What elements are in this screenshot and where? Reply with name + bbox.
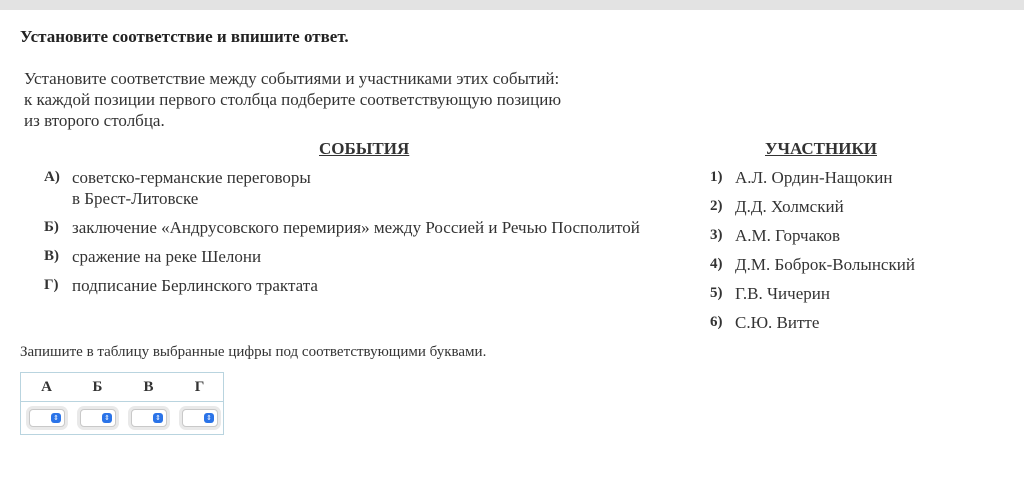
answer-select-b[interactable] xyxy=(80,409,116,427)
events-header: СОБЫТИЯ xyxy=(319,139,410,158)
event-text-line: в Брест-Литовске xyxy=(72,189,199,208)
participant-key: 2) xyxy=(710,198,723,214)
participant-key: 5) xyxy=(710,285,723,301)
participant-key: 6) xyxy=(710,314,723,330)
participant-text: Д.Д. Холмский xyxy=(735,197,844,216)
event-key: А) xyxy=(44,169,60,185)
participant-key: 3) xyxy=(710,227,723,243)
task-title: Установите соответствие и впишите ответ. xyxy=(20,27,349,46)
task-instruction xyxy=(24,68,624,131)
event-text xyxy=(72,167,311,209)
instruction-line: к каждой позиции первого столбца подберите соответствующую позицию xyxy=(24,90,562,109)
chevron-up-down-icon: ⇕ xyxy=(204,413,214,423)
chevron-up-down-icon: ⇕ xyxy=(102,413,112,423)
instruction-line: Установите соответствие между событиями и участниками этих событий: xyxy=(24,69,560,88)
participant-text: А.М. Горчаков xyxy=(735,226,841,245)
participant-text: Г.В. Чичерин xyxy=(735,284,830,303)
answer-select-v[interactable] xyxy=(131,409,167,427)
answer-select-a[interactable] xyxy=(29,409,65,427)
chevron-up-down-icon: ⇕ xyxy=(153,413,163,423)
column-header-g: Г xyxy=(194,379,205,395)
participant-text: Д.М. Боброк-Волынский xyxy=(735,255,915,274)
column-header-v: В xyxy=(143,379,154,395)
column-header-a: А xyxy=(41,379,52,395)
answer-table xyxy=(20,372,224,435)
answer-note: Запишите в таблицу выбранные цифры под соответствующими буквами. xyxy=(20,344,487,360)
participant-text: А.Л. Ордин-Нащокин xyxy=(735,168,893,187)
participant-text: С.Ю. Витте xyxy=(735,313,820,332)
event-text: подписание Берлинского трактата xyxy=(72,276,318,295)
event-key: Б) xyxy=(44,219,59,235)
event-text-line: советско-германские переговоры xyxy=(72,168,311,187)
column-header-b: Б xyxy=(92,379,103,395)
answer-table-header xyxy=(21,373,223,402)
chevron-up-down-icon: ⇕ xyxy=(51,413,61,423)
event-key: Г) xyxy=(44,277,59,293)
event-key: В) xyxy=(44,248,59,264)
participant-key: 4) xyxy=(710,256,723,272)
participant-key: 1) xyxy=(710,169,723,185)
instruction-line: из второго столбца. xyxy=(24,111,165,130)
participants-header: УЧАСТНИКИ xyxy=(765,139,877,158)
event-text: сражение на реке Шелони xyxy=(72,247,262,266)
answer-select-g[interactable] xyxy=(182,409,218,427)
event-text: заключение «Андрусовского перемирия» между Россией и Речью Посполитой xyxy=(72,218,640,237)
top-bar xyxy=(0,0,1024,10)
